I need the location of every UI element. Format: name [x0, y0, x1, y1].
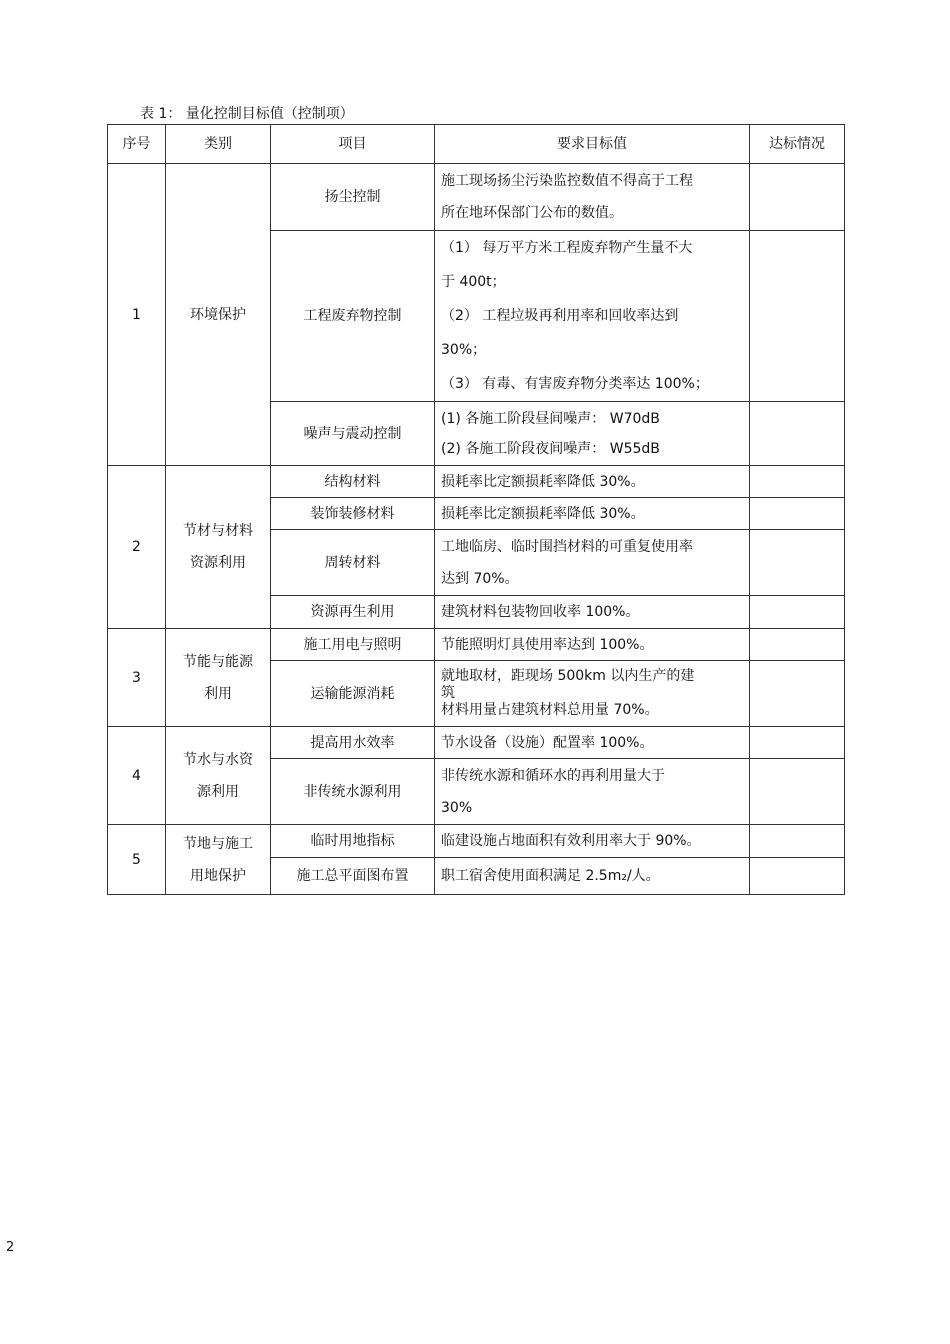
requirement-cell [435, 727, 750, 759]
page-number: 2 [6, 1240, 15, 1255]
requirement-line: 就地取材，距现场 500km 以内生产的建 [441, 668, 695, 684]
table-row [108, 825, 845, 858]
category-line: 节材与材料 [183, 523, 253, 539]
requirement-line: 工地临房、临时围挡材料的可重复使用率 [441, 538, 693, 555]
requirement-cell [435, 661, 750, 727]
status-cell [750, 629, 845, 661]
category-line: 资源利用 [190, 555, 246, 571]
requirement-line: 节能照明灯具使用率达到 100%。 [441, 636, 654, 653]
category-cell [166, 629, 271, 727]
status-cell [750, 164, 845, 231]
status-cell [750, 498, 845, 530]
status-cell [750, 727, 845, 759]
status-cell [750, 231, 845, 402]
category-line: 节能与能源 [183, 653, 253, 670]
header-row [108, 125, 845, 164]
requirement-cell [435, 825, 750, 858]
row-number: 2 [108, 466, 166, 629]
requirement-line: 损耗率比定额损耗率降低 30%。 [441, 505, 645, 522]
category-cell [166, 825, 271, 895]
status-cell [750, 596, 845, 629]
requirement-cell [435, 530, 750, 596]
category-line: 利用 [204, 685, 232, 702]
requirement-line: （3） 有毒、有害废弃物分类率达 100%； [441, 376, 709, 392]
status-cell [750, 530, 845, 596]
table-row [108, 629, 845, 661]
status-cell [750, 825, 845, 858]
item-name: 扬尘控制 [271, 164, 435, 231]
category-cell [166, 466, 271, 629]
table-row [108, 466, 845, 498]
requirement-line: 节水设备（设施）配置率 100%。 [441, 734, 654, 751]
category-cell [166, 727, 271, 825]
requirement-cell [435, 759, 750, 825]
item-name: 周转材料 [271, 530, 435, 596]
item-name: 施工用电与照明 [271, 629, 435, 661]
requirement-cell [435, 164, 750, 231]
category-cell [166, 164, 271, 466]
requirement-line: 损耗率比定额损耗率降低 30%。 [441, 473, 645, 490]
requirement-line: (1) 各施工阶段昼间噪声： W70dB [441, 410, 660, 427]
requirement-line: （1） 每万平方米工程废弃物产生量不大 [441, 240, 693, 256]
requirement-line: 临建设施占地面积有效利用率大于 90%。 [441, 833, 701, 849]
item-name: 运输能源消耗 [271, 661, 435, 727]
category-line: 源利用 [197, 783, 239, 800]
requirement-cell [435, 402, 750, 466]
requirement-line: 材料用量占建筑材料总用量 70%。 [441, 702, 659, 718]
header-status: 达标情况 [750, 125, 845, 164]
requirement-cell [435, 498, 750, 530]
item-name: 临时用地指标 [271, 825, 435, 858]
category-line: 节水与水资 [183, 751, 253, 768]
item-name: 装饰装修材料 [271, 498, 435, 530]
item-name: 结构材料 [271, 466, 435, 498]
table-caption: 表 1： 量化控制目标值（控制项） [140, 106, 354, 122]
requirement-line: 建筑材料包装物回收率 100%。 [441, 604, 640, 620]
row-number: 4 [108, 727, 166, 825]
row-number: 1 [108, 164, 166, 466]
requirement-line: 30%； [441, 342, 487, 358]
item-name: 资源再生利用 [271, 596, 435, 629]
row-number: 3 [108, 629, 166, 727]
header-no: 序号 [108, 125, 166, 164]
status-cell [750, 402, 845, 466]
requirement-line: 30% [441, 799, 473, 816]
quantified-targets-table [107, 124, 845, 895]
requirement-line: 所在地环保部门公布的数值。 [441, 205, 623, 221]
requirement-line: (2) 各施工阶段夜间噪声： W55dB [441, 440, 660, 457]
category-line: 节地与施工 [183, 835, 253, 852]
status-cell [750, 661, 845, 727]
requirement-line: 非传统水源和循环水的再利用量大于 [441, 767, 665, 784]
item-name: 施工总平面图布置 [271, 858, 435, 895]
header-category: 类别 [166, 125, 271, 164]
status-cell [750, 858, 845, 895]
table-row [108, 727, 845, 759]
requirement-line: （2） 工程垃圾再利用率和回收率达到 [441, 308, 679, 324]
requirement-line: 于 400t； [441, 274, 506, 290]
requirement-cell [435, 629, 750, 661]
item-name: 提高用水效率 [271, 727, 435, 759]
status-cell [750, 466, 845, 498]
requirement-cell [435, 466, 750, 498]
requirement-cell [435, 858, 750, 895]
item-name: 非传统水源利用 [271, 759, 435, 825]
header-item: 项目 [271, 125, 435, 164]
requirement-line: 职工宿舍使用面积满足 2.5m₂/人。 [441, 868, 660, 884]
requirement-cell [435, 231, 750, 402]
requirement-cell [435, 596, 750, 629]
item-name: 工程废弃物控制 [271, 231, 435, 402]
category-line: 环境保护 [190, 306, 246, 323]
row-number: 5 [108, 825, 166, 895]
category-line: 用地保护 [190, 867, 246, 884]
header-requirement: 要求目标值 [435, 125, 750, 164]
requirement-line: 达到 70%。 [441, 570, 519, 587]
requirement-line: 筑 [441, 685, 455, 701]
status-cell [750, 759, 845, 825]
requirement-line: 施工现场扬尘污染监控数值不得高于工程 [441, 173, 693, 189]
table-row [108, 164, 845, 231]
item-name: 噪声与震动控制 [271, 402, 435, 466]
